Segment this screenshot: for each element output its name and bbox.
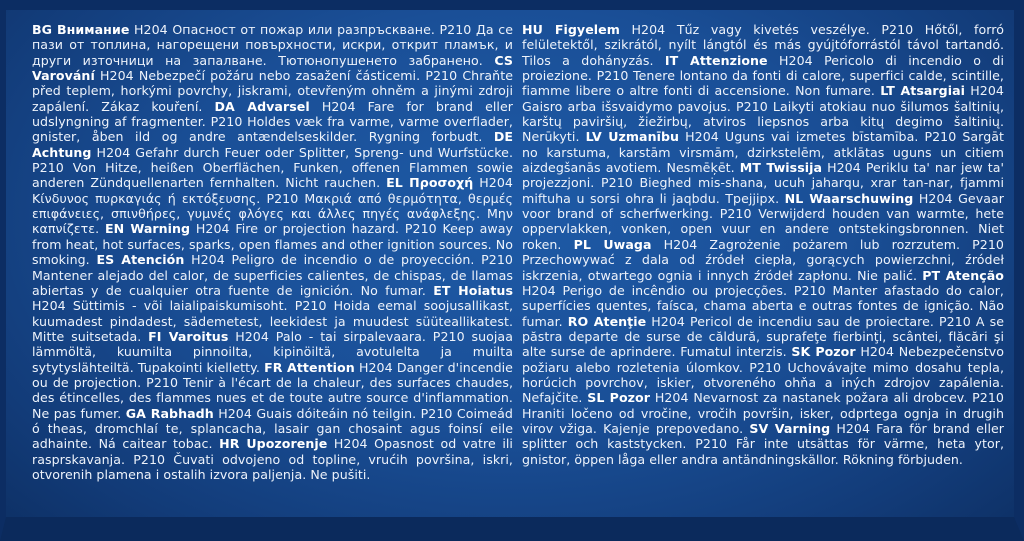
warning-text: H204 Pericolo di incendio o di proiezione. P210 Tenere lontano da fonti di calore, superfici calde, scintille, fiamme libere o altre fonti di accensione. Non fumare. — [522, 52, 1005, 99]
warning-heading: RO Atenţie — [567, 313, 647, 329]
warning-heading: SV Varning — [749, 420, 831, 436]
warning-heading: DE Achtung — [32, 129, 513, 160]
warning-heading: NL Waarschuwing — [784, 190, 914, 206]
warning-heading: MT Twissija — [739, 160, 823, 176]
warning-heading: SK Pozor — [791, 344, 856, 360]
warning-heading: ET Hoiatus — [433, 282, 513, 298]
warning-heading: EN Warning — [104, 221, 191, 237]
warning-text: H204 Opasnost od vatre ili rasprskavanja. P210 Čuvati odvojeno od topline, vrućih površina, iskri, otvorenih plamena i ostalih izvora paljenja. Ne pušiti. — [32, 436, 513, 482]
warning-text: H204 Gaisro arba išsvaidymo pavojus. P210 Laikyti atokiau nuo šilumos šaltinių, karštų paviršių, žiežirbų, atviros liepsnos arba kitų degimo šaltinių. Nerūkyti. — [522, 83, 1004, 145]
warning-text: H204 Peligro de incendio o de proyección. P210 Mantener alejado del calor, de superficies calientes, de chispas, de llamas abiertas y de cualquier otra fuente de ignición. No fumar. — [32, 252, 513, 298]
warning-text: H204 Fara för brand eller splitter och kaststycken. P210 Får inte utsättas för värme, heta ytor, gnistor, öppen låga eller andra antändningskällor. Rökning förbjuden. — [522, 420, 1005, 467]
warning-heading: PT Atenção — [922, 267, 1004, 283]
warning-text: H204 Perigo de incêndio ou projecções. P210 Manter afastado do calor, superfícies quentes, faísca, chama aberta e outras fontes de ignição. Não fumar. — [522, 282, 1004, 329]
warning-text: H204 Κίνδυνος πυρκαγιάς ή εκτόξευσης. P210 Μακριά από θερμότητα, θερμές επιφάνειες, σπινθήρες, γυμνές φλόγες και άλλες πηγές ανάφλεξης. Μην καπνίζετε. — [32, 175, 513, 237]
warning-text: H204 Nevarnost za nastanek požara ali drobcev. P210 Hraniti ločeno od vročine, vročih površin, isker, odprtega ognja in drugih virov vžiga. Kajenje prepovedano. — [522, 390, 1004, 436]
warning-heading: IT Attenzione — [664, 52, 768, 68]
warning-heading: CS Varování — [32, 52, 513, 84]
warning-text: H204 Gefahr durch Feuer oder Splitter, Spreng- und Wurfstücke. P210 Von Hitze, heißen Oberflächen, Funken, offenen Flammen sowie anderen Zündquellenarten fernhalten. Nicht rauchen. — [32, 144, 513, 191]
warning-heading: LT Atsargiai — [880, 83, 966, 99]
warning-text: H204 Uguns vai izmetes bīstamība. P210 Sargāt no karstuma, karstām virsmām, dzirkstelēm, atklātas uguns un citiem aizdegšanās avotiem. Nesmēķēt. — [522, 129, 1004, 176]
left-text-column — [32, 22, 513, 482]
warning-heading: ES Atención — [96, 252, 185, 268]
warning-heading: LV Uzmanību — [585, 129, 680, 145]
warning-heading: DA Advarsel — [214, 98, 310, 114]
warning-heading: GA Rabhadh — [125, 405, 214, 421]
warning-bg — [32, 22, 513, 68]
warning-text: H204 Nebezpečí požáru nebo zasažení částicemi. P210 Chraňte před teplem, horkými povrchy, jiskrami, otevřeným ohněm a jinými zdroji zapálení. Zákaz kouření. — [32, 68, 514, 114]
warning-heading: EL Προσοχή — [386, 175, 474, 191]
warning-text: H204 Zagrożenie pożarem lub rozrzutem. P210 Przechowywać z dala od źródeł ciepła, gorących powierzchni, źródeł iskrzenia, otwartego ognia i innych źródeł zapłonu. Nie palić. — [522, 236, 1004, 283]
warning-text: H204 Guais dóiteáin nó teilgin. P210 Coimeád ó theas, dromchlaí te, splancacha, lasair gan chosaint agus foinsí eile adhainte. Ná caitear tobac. — [32, 405, 513, 452]
warning-text: H204 Fare for brand eller udslyngning af fragmenter. P210 Holdes væk fra varme, varme overflader, gnister, åben ild og andre antændelseskilder. Rygning forbudt. — [32, 98, 514, 145]
warning-text: H204 Fire or projection hazard. P210 Keep away from heat, hot surfaces, sparks, open flames and other ignition sources. No smoking. — [32, 221, 513, 268]
warning-heading: HU Figyelem — [522, 22, 620, 37]
warning-heading: FR Attention — [264, 359, 355, 375]
warning-text: H204 Palo - tai sirpalevaara. P210 suojaa lämmöltä, kuumilta pinnoilta, kipinöiltä, avotulelta ja muilta sytytyslähteiltä. Tupakointi kielletty. — [32, 328, 513, 375]
warning-heading: SL Pozor — [587, 390, 650, 406]
warning-text: H204 Pericol de incendiu sau de proiectare. P210 A se păstra departe de surse de căldură, suprafeţe fierbinţi, scântei, flăcări şi alte surse de aprindere. Fumatul interzis. — [522, 313, 1004, 360]
warning-text: H204 Gevaar voor brand of scherfwerking. P210 Verwijderd houden van warmte, hete oppervlakken, vonken, open vuur en andere ontstekingsbronnen. Niet roken. — [522, 190, 1004, 252]
warning-text: H204 Nebezpečenstvo požiaru alebo rozletenia úlomkov. P210 Uchovávajte mimo dosahu tepla, horúcich povrchov, iskier, otvoreného ohňa a iných zdrojov zapálenia. Nefajčite. — [522, 344, 1004, 406]
right-text-column — [522, 22, 1004, 467]
warning-heading: BG Внимание — [32, 22, 130, 37]
warning-heading: FI Varoitus — [148, 328, 229, 344]
warning-text: H204 Danger d'incendie ou de projection. P210 Tenir à l'écart de la chaleur, des surfaces chaudes, des étincelles, des flammes nues et de toute autre source d'inflammation. Ne pas fumer. — [32, 359, 513, 421]
warning-text: H204 Опасност от пожар или разпръскване. P210 Да се пази от топлина, нагорещени повърхности, искри, открит пламък, и други източници на запалване. Тютюнопушенето забранено. — [32, 22, 513, 68]
warning-heading: PL Uwaga — [573, 236, 652, 252]
warning-text: H204 Tűz vagy kivetés veszélye. P210 Hőtől, forró felületektől, szikrától, nyílt lángtól és más gyújtóforrástól távol tartandó. Tilos a dohányzás. — [522, 22, 1004, 68]
warning-text: H204 Periklu ta' nar jew ta' projezzjoni. P210 Bieghed mis-shana, ucuh jaharqu, xrar tan-nar, fjammi miftuha u sorsi ohra li jaqbdu. Tpejjipx. — [522, 160, 1004, 206]
warning-heading: HR Upozorenje — [219, 436, 328, 452]
warning-text: H204 Süttimis - või laialipaiskumisoht. P210 Hoida eemal soojusallikast, kuumadest pindadest, sädemetest, leekidest ja muudest süüteallikatest. Mitte suitsetada. — [32, 298, 513, 344]
